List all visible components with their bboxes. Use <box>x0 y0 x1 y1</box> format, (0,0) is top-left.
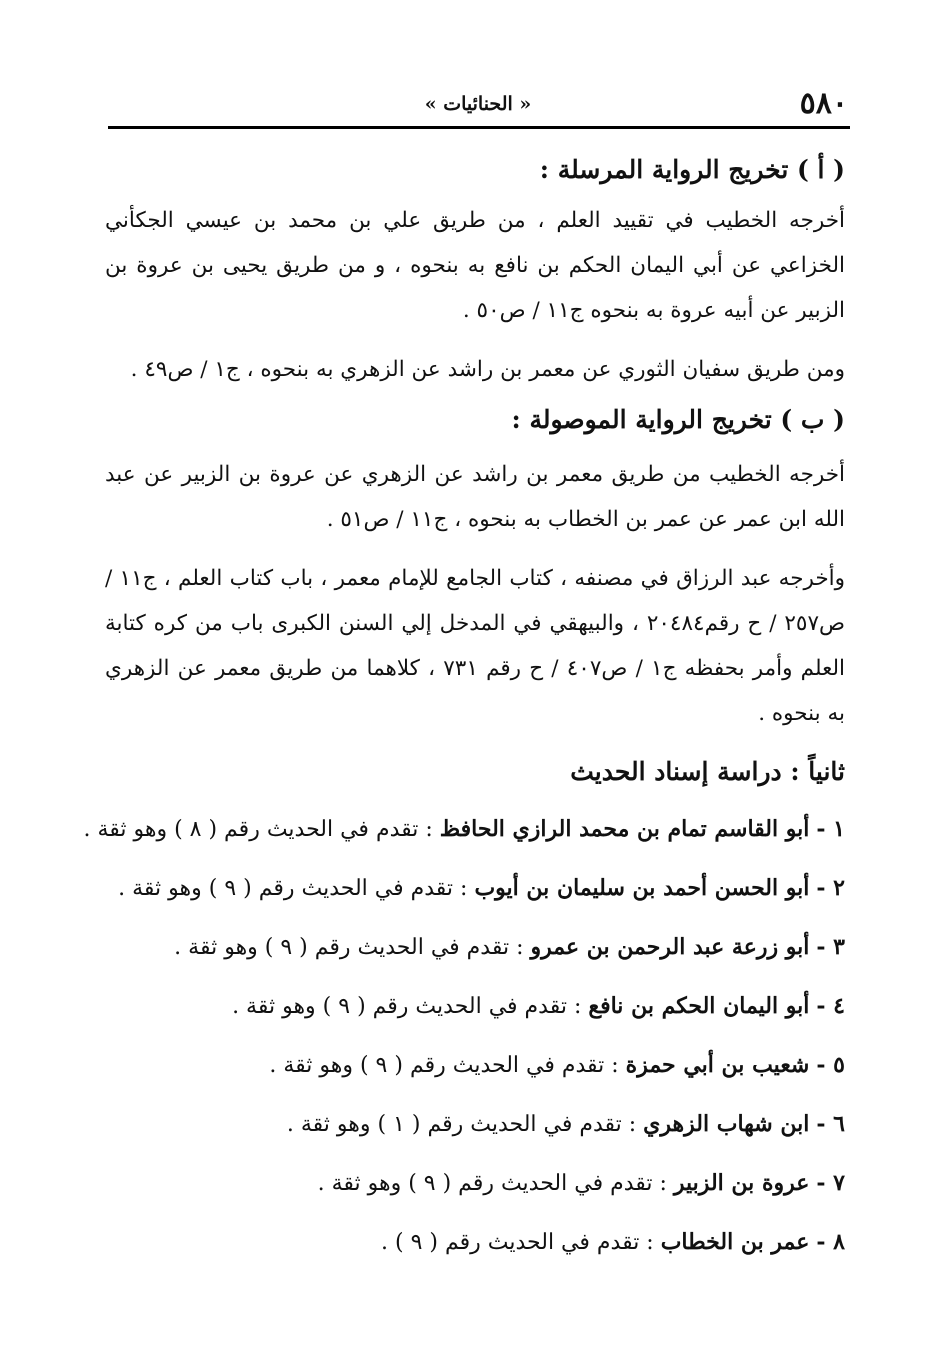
list-item: ٨ - عمر بن الخطاب : تقدم في الحديث رقم ( ٩ ) . <box>381 1229 845 1255</box>
list-item: ١ - أبو القاسم تمام بن محمد الرازي الحافظ : تقدم في الحديث رقم ( ٨ ) وهو ثقة . <box>83 816 845 842</box>
section-a-heading: ( أ ) تخريج الرواية المرسلة : <box>539 155 845 184</box>
list-item: ٧ - عروة بن الزبير : تقدم في الحديث رقم ( ٩ ) وهو ثقة . <box>317 1170 845 1196</box>
section-two-heading: ثانياً : دراسة إسناد الحديث <box>570 757 845 786</box>
list-item: ٣ - أبو زرعة عبد الرحمن بن عمرو : تقدم في الحديث رقم ( ٩ ) وهو ثقة . <box>174 934 845 960</box>
running-title: « الحنائيات » <box>424 93 532 115</box>
narrators-list <box>83 800 845 1272</box>
section-b-paragraph-2: وأخرجه عبد الرزاق في مصنفه ، كتاب الجامع للإمام معمر ، باب كتاب العلم ، ج١١ / ص٢٥٧ / ح رقم٢٠٤٨٤ ، والبيهقي في المدخل إلي السنن الكبرى باب من كره كتابة العلم وأمر بحفظه ج١ / ص٤٠٧ / ح رقم ٧٣١ ، كلاهما من طريق معمر عن الزهري به بنحوه . <box>105 566 846 726</box>
section-a-paragraph-2: ومن طريق سفيان الثوري عن معمر بن راشد عن الزهري به بنحوه ، ج١ / ص٤٩ . <box>130 357 845 382</box>
list-item: ٥ - شعيب بن أبي حمزة : تقدم في الحديث رقم ( ٩ ) وهو ثقة . <box>269 1052 845 1078</box>
list-item: ٢ - أبو الحسن أحمد بن سليمان بن أيوب : تقدم في الحديث رقم ( ٩ ) وهو ثقة . <box>118 875 845 901</box>
page-number: ٥٨٠ <box>799 86 848 121</box>
page-header <box>108 84 848 124</box>
section-b-paragraph-1: أخرجه الخطيب من طريق معمر بن راشد عن الزهري عن عروة بن الزبير عن عبد الله ابن عمر عن عمر بن الخطاب به بنحوه ، ج١١ / ص٥١ . <box>105 462 845 532</box>
section-b-heading: ( ب ) تخريج الرواية الموصولة : <box>511 405 845 434</box>
list-item: ٤ - أبو اليمان الحكم بن نافع : تقدم في الحديث رقم ( ٩ ) وهو ثقة . <box>232 993 845 1019</box>
section-a-paragraph-1: أخرجه الخطيب في تقييد العلم ، من طريق علي بن محمد بن عيسي الجكأني الخزاعي عن أبي اليمان الحكم بن نافع به بنحوه ، و من طريق يحيى بن عروة بن الزبير عن أبيه عروة به بنحوه ج١١ / ص٥٠ . <box>105 208 845 323</box>
header-rule <box>108 126 850 129</box>
list-item: ٦ - ابن شهاب الزهري : تقدم في الحديث رقم ( ١ ) وهو ثقة . <box>286 1111 845 1137</box>
page-body <box>83 152 846 1272</box>
